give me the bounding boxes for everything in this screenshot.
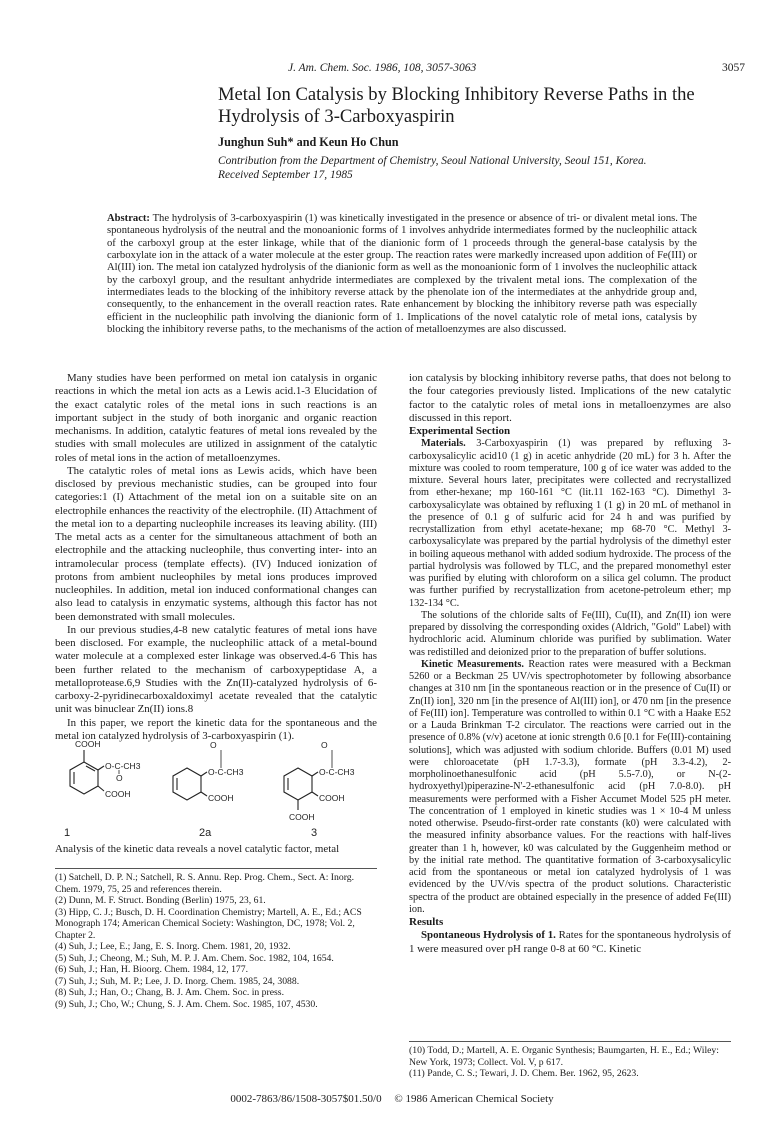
footnote: (3) Hipp, C. J.; Busch, D. H. Coordination Chemistry; Martell, A. E., Ed.; ACS Monograph 174; American Chemical Society: Washington, DC, 1978; Vol. 2, Chapter 2.: [55, 906, 362, 941]
paragraph-text: 3-Carboxyaspirin (1) was prepared by refluxing 3-carboxysalicylic acid10 (1 g) in acetic anhydride (20 mL) for 3 h. After the mixture was cooled to room temperature, 100 g of ice water was added to the mixture. Several hours later, precipitates were collected and recrystallized from ether-hexane; mp 160-161 °C (lit.11 162-163 °C). Dimethyl 3-carboxysalicylate was obtained by refluxing 1 (1 g) in 20 mL of methanol in the presence of 0.1 g of sulfuric acid for 24 h and was purified by recrystallization from ethyl acetate-hexane; mp 68-70 °C. Methyl 3-carboxysalicylate was prepared by the partial hydrolysis of the dimethyl ester in boiling aqueous methanol with added sodium hydroxide. The process of the partial hydrolysis was followed by TLC, and the prepared monomethyl ester was purified by eluting with chloroform on a silica gel column. The product was further purified by recrystallization from acetone-petroleum ether; mp 132-134 °C.: [409, 438, 731, 609]
received-date: Received September 17, 1985: [218, 168, 353, 181]
paragraph-materials: [409, 438, 731, 610]
page-footer: [0, 1093, 784, 1105]
s1-carbonyl-o: O: [116, 773, 123, 783]
paragraph-spontaneous: [409, 929, 731, 956]
paragraph: In our previous studies,4-8 new catalytic features of metal ions have been disclosed. For example, the nucleophilic attack of a metal-bound water molecule at a complexed ester linkage was observed.4-6 This has been further related to the mechanism of carboxypeptidase A, a metalloprotease.6,9 Studies with the Zn(II)-catalyzed hydrolysis of 6-carboxy-2-pyridinecarboxaldoximyl acetate revealed that the catalytic unit was binuclear Zn(II) ions.8: [55, 623, 377, 716]
footnote: (4) Suh, J.; Lee, E.; Jang, E. S. Inorg. Chem. 1981, 20, 1932.: [55, 941, 291, 953]
footnote: (1) Satchell, D. P. N.; Satchell, R. S. Annu. Rep. Prog. Chem., Sect. A: Inorg. Chem. 1979, 75, 25 and references therein.: [55, 872, 355, 895]
runin-heading: Materials.: [421, 438, 466, 450]
s3-carbonyl-o: O: [321, 740, 328, 750]
page-number: 3057: [722, 62, 745, 74]
affiliation-block: [218, 155, 738, 182]
footnote: (11) Pande, C. S.; Tewari, J. D. Chem. Ber. 1962, 95, 2623.: [409, 1068, 639, 1080]
s3-right-group: COOH: [319, 793, 345, 803]
structures-figure: [55, 738, 377, 838]
s1-top-group: COOH: [75, 739, 101, 749]
right-column: [409, 372, 731, 956]
paragraph: Many studies have been performed on metal ion catalysis in organic reactions in which the metal ion acts as a Lewis acid.1-3 Elucidation of the exact catalytic roles of the metal ions in such reactions is an important subject in the study of both inorganic and organic reaction mechanisms. In addition, catalytic features of metal ions revealed by the studies with small molecules are utilized in assignment of the catalytic roles of metal ions in the action of metalloenzymes.: [55, 372, 377, 464]
paragraph: The solutions of the chloride salts of Fe(III), Cu(II), and Zn(II) ion were prepared by dissolving the corresponding oxides (Aldrich, "Gold" Label) with hydrochloric acid. Aluminum chloride was purified by sublimation. Water was redistilled and deionized prior to the preparation of buffer solutions.: [409, 609, 731, 658]
section-heading-experimental: Experimental Section: [409, 425, 511, 437]
s1-side-group: O-C-CH3: [105, 761, 141, 771]
runin-heading: Spontaneous Hydrolysis of 1.: [421, 929, 556, 942]
paragraph-kinetic: [409, 659, 731, 916]
left-column-continuation: Analysis of the kinetic data reveals a novel catalytic factor, metal: [55, 843, 340, 855]
runin-heading: Kinetic Measurements.: [421, 658, 524, 670]
paragraph-text: Reaction rates were measured with a Beckman 5260 or a Beckman 25 UV/vis spectrophotometer by following absorbance changes at 310 nm [in the spontaneous reaction or in the presence of Cu(II) or Zn(II) ion], 320 nm [in the presence of Al(III) ion], or 470 nm [in the presence of Fe(III) ion]. Temperature was controlled to within 0.1 °C with a Haake E52 or a Lauda Brinkman T-2 circulator. The reactions were carried out in the presence of 0.8% (v/v) acetone at ionic strength 0.6 [0.1 for Fe(III)-containing solutions], which was adjusted with sodium chloride. Buffers (0.01 M) used were chloroacetate (pH 1.7-3.3), formate (pH 3.3-4.2), 2-morpholinoethanesulfonic acid (pH 5.5-7.0), or N-(2-hydroxyethyl)piperazine-N'-2-ethanesulfonic acid (pH 7.0-8.0). pH measurements were performed with a Fisher Accumet Model 525 pH meter. The concentration of 1 employed in kinetic studies was 1 × 10-4 M unless noted otherwise. Pseudo-first-order rate constants (k0) were calculated with the measured infinity absorbance values. For the reactions with half-lives greater than 1 h, however, k0 was calculated by the Guggenheim method or by the initial rate method. The quantitative formation of 3-carboxysalicylic acid from the spontaneous or metal ion catalyzed hydrolysis of 1 was evidenced by the UV/vis spectra of the product solutions. Characteristic spectra of the product are obtained especially in the presence of added Fe(III) ion.: [409, 658, 732, 915]
journal-citation: J. Am. Chem. Soc. 1986, 108, 3057-3063: [288, 62, 477, 74]
paragraph: In this paper, we report the kinetic data for the spontaneous and the metal ion catalyzed hydrolysis of 3-carboxyaspirin (1).: [55, 716, 377, 742]
s3-bottom-group: COOH: [289, 812, 315, 822]
paragraph: ion catalysis by blocking inhibitory reverse paths, that does not belong to the four categories previously listed. Implications of the new catalytic factor to the catalytic roles of metal ions in metalloenzymes are also discussed in this report.: [409, 372, 731, 424]
footnote: (8) Suh, J.; Han, O.; Chang, B. J. Am. Chem. Soc. in press.: [55, 987, 284, 999]
s3-side-group: O-C-CH3: [319, 767, 355, 777]
article-code: 0002-7863/86/1508-3057$01.50/0: [230, 1093, 382, 1105]
compound-label-2a: 2a: [199, 827, 212, 838]
footnote: (6) Suh, J.; Han, H. Bioorg. Chem. 1984, 12, 177.: [55, 964, 249, 976]
compound-label-3: 3: [311, 827, 318, 838]
copyright: © 1986 American Chemical Society: [394, 1093, 554, 1105]
s2-bottom-group: COOH: [208, 793, 234, 803]
chemical-structures: [55, 738, 377, 838]
article-title: Metal Ion Catalysis by Blocking Inhibitory Reverse Paths in the Hydrolysis of 3-Carboxyaspirin: [218, 84, 695, 127]
paragraph-text: Rates for the spontaneous hydrolysis of 1 were measured over pH range 0-8 at 60 °C. Kinetic: [409, 929, 731, 955]
compound-label-1: 1: [64, 827, 71, 838]
abstract-text: The hydrolysis of 3-carboxyaspirin (1) was kinetically investigated in the presence or absence of tri- or divalent metal ions. The spontaneous hydrolysis of the neutral and the monoanionic forms of 1 involves anhydride intermediates formed by the nucleophilic attack of the carboxyl group at the ester linkage, while that of the dianionic form of 1 proceeds through the general-base catalysis by the carboxylate ion in the attack of a water molecule at the ester group. The reaction rates were markedly increased upon addition of Fe(III) or Al(III) ion. The metal ion catalyzed hydrolysis of the dianionic form as well as the monoanionic form of 1 involves the nucleophilic attack by the carboxyl group, and the resultant anhydride intermediates are complexed by the trivalent metal ions. The complexation of the intermediates leads to the blocking of the inhibitory reverse attack by the phenolate ion of the intermediates at the anhydride group and, consequently, to the enhancement in the overall reaction rates. Rate enhancement by blocking the inhibitory reverse path was especially efficient in the nucleophilic path involving the dianionic form of 1. Implications of the novel catalytic role of metal ions, catalysis by blocking the inhibitory reverse paths, to the mechanisms of the action of metalloenzymes are also discussed.: [107, 213, 697, 336]
footnote-rule: [409, 1041, 731, 1042]
footnote: (5) Suh, J.; Cheong, M.; Suh, M. P. J. Am. Chem. Soc. 1982, 104, 1654.: [55, 952, 334, 964]
section-heading-results: Results: [409, 916, 444, 928]
footnote: (7) Suh, J.; Suh, M. P.; Lee, J. D. Inorg. Chem. 1985, 24, 3088.: [55, 975, 300, 987]
left-column: [55, 372, 377, 743]
s2-carbonyl-o: O: [210, 740, 217, 750]
footnote: (2) Dunn, M. F. Struct. Bonding (Berlin) 1975, 23, 61.: [55, 895, 266, 907]
left-footnotes: [55, 868, 377, 1011]
right-footnotes: [409, 1041, 731, 1080]
abstract: [107, 213, 697, 336]
abstract-label: Abstract:: [107, 213, 150, 224]
s2-side-group: O-C-CH3: [208, 767, 244, 777]
footnote-rule: [55, 868, 377, 869]
footnote: (9) Suh, J.; Cho, W.; Chung, S. J. Am. Chem. Soc. 1985, 107, 4530.: [55, 999, 318, 1011]
footnote: (10) Todd, D.; Martell, A. E. Organic Synthesis; Baumgarten, H. E., Ed.; Wiley: New York, 1973; Collect. Vol. V, p 617.: [409, 1045, 719, 1068]
authors: Junghun Suh* and Keun Ho Chun: [218, 135, 399, 149]
paragraph: The catalytic roles of metal ions as Lewis acids, which have been disclosed by previous mechanistic studies, can be grouped into four categories:1 (I) Attachment of the metal ion on a suitable site on an electrophile enhances the reactivity of the electrophile. (II) Attachment of the metal ion to a departing nucleophile increases its leaving ability. (III) The metal acts as a center for the simultaneous attachment of both an electrophile and the attacking nucleophile, thus converting inter- into an intramolecular process (template effects). (IV) Induced ionization of protons from ambient nucleophiles by metal ions produces improved nucleophiles. In addition, metal ion induced conformational changes can also lead to catalysis in enzymatic systems, although this factor has not been demonstrated with small molecules.: [55, 464, 377, 623]
affiliation: Contribution from the Department of Chemistry, Seoul National University, Seoul 151, Korea.: [218, 155, 647, 167]
s1-bottom-group: COOH: [105, 789, 131, 799]
